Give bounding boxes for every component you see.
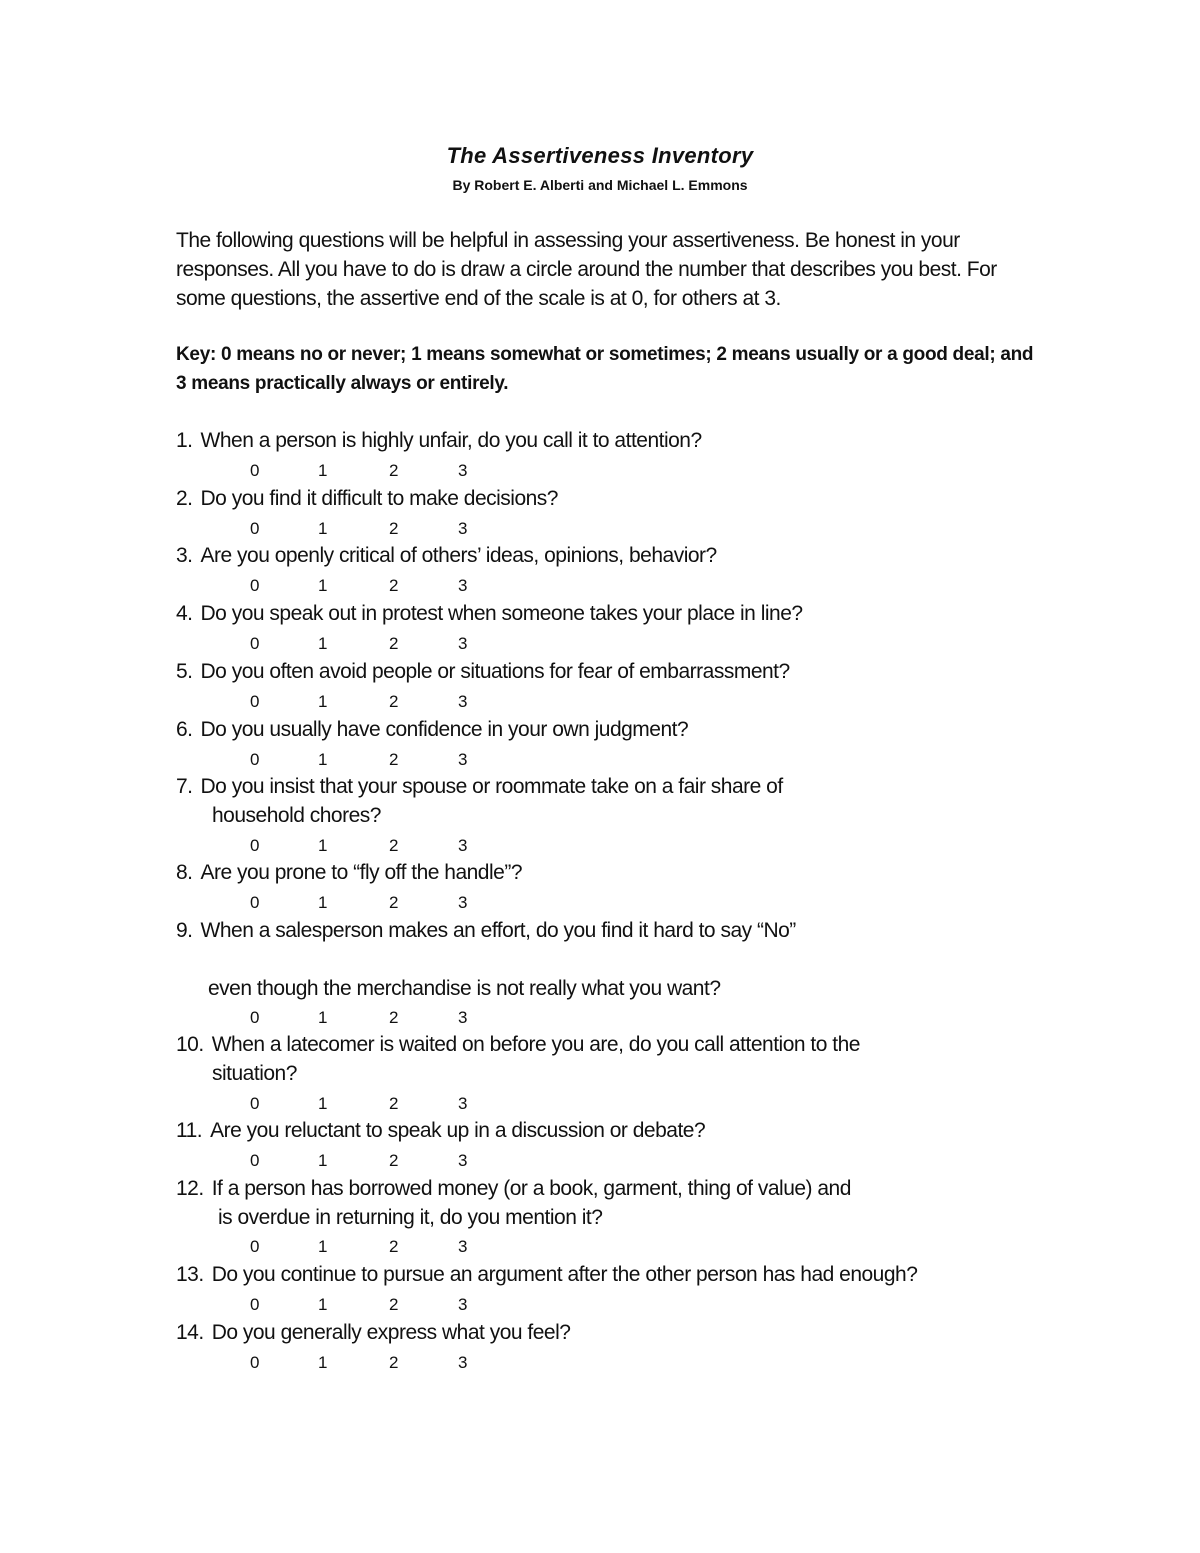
rating-option-2[interactable]: 2 [389,750,399,769]
question-item [176,1174,1056,1232]
question-item [176,426,1056,455]
rating-option-0[interactable]: 0 [250,692,260,711]
rating-option-0[interactable]: 0 [250,634,260,653]
question-text: Do you continue to pursue an argument after the other person has had enough? [211,1263,918,1286]
question-item [176,1030,1056,1088]
rating-option-2[interactable]: 2 [389,1353,399,1372]
rating-option-1[interactable]: 1 [318,634,328,653]
question-text: Do you find it difficult to make decisions? [200,487,558,510]
question-text: Are you openly critical of others’ ideas, opinions, behavior? [200,544,717,567]
question-text: When a person is highly unfair, do you call it to attention? [200,429,702,452]
rating-scale [0,461,1200,485]
rating-option-2[interactable]: 2 [389,836,399,855]
question-item [176,772,1056,830]
question-item [176,599,1056,628]
rating-option-0[interactable]: 0 [250,1008,260,1027]
rating-option-0[interactable]: 0 [250,461,260,480]
rating-option-2[interactable]: 2 [389,576,399,595]
rating-scale [0,836,1200,860]
rating-option-3[interactable]: 3 [458,1008,468,1027]
question-text: Do you often avoid people or situations for fear of embarrassment? [200,660,790,683]
question-text-continued: even though the merchandise is not really what you want? [208,977,721,1000]
question-number: 11. [176,1119,203,1142]
question-number: 8. [176,861,193,884]
question-text: Are you reluctant to speak up in a discussion or debate? [210,1119,706,1142]
rating-option-2[interactable]: 2 [389,692,399,711]
rating-option-2[interactable]: 2 [389,1295,399,1314]
rating-option-0[interactable]: 0 [250,1237,260,1256]
question-number: 9. [176,919,193,942]
question-number: 13. [176,1263,204,1286]
rating-scale [0,519,1200,543]
rating-scale [0,634,1200,658]
rating-scale [0,750,1200,774]
question-text: Are you prone to “fly off the handle”? [200,861,523,884]
rating-option-2[interactable]: 2 [389,1094,399,1113]
question-number: 12. [176,1177,204,1200]
rating-option-1[interactable]: 1 [318,1295,328,1314]
rating-option-1[interactable]: 1 [318,461,328,480]
rating-option-0[interactable]: 0 [250,750,260,769]
rating-option-0[interactable]: 0 [250,1094,260,1113]
question-number: 7. [176,775,193,798]
rating-option-1[interactable]: 1 [318,1353,328,1372]
question-item [176,916,1056,1003]
question-text: Do you speak out in protest when someone takes your place in line? [200,602,803,625]
rating-option-1[interactable]: 1 [318,692,328,711]
rating-scale [0,1008,1200,1032]
question-number: 10. [176,1033,204,1056]
rating-option-1[interactable]: 1 [318,893,328,912]
rating-option-3[interactable]: 3 [458,576,468,595]
question-number: 6. [176,718,193,741]
rating-option-2[interactable]: 2 [389,1237,399,1256]
question-text: Do you generally express what you feel? [211,1321,571,1344]
rating-option-2[interactable]: 2 [389,893,399,912]
document-title: The Assertiveness Inventory [446,143,754,168]
rating-option-1[interactable]: 1 [318,1151,328,1170]
rating-option-0[interactable]: 0 [250,1353,260,1372]
rating-scale [0,893,1200,917]
rating-option-3[interactable]: 3 [458,1237,468,1256]
document-authors: By Robert E. Alberti and Michael L. Emmons [452,177,748,193]
rating-scale [0,576,1200,600]
instructions-paragraph: The following questions will be helpful in assessing your assertiveness. Be honest in your responses. All you have to do is draw a circle around the number that describes you best. For some questions, the assertive end of the scale is at 0, for others at 3. [176,229,997,310]
rating-option-3[interactable]: 3 [458,893,468,912]
rating-option-1[interactable]: 1 [318,519,328,538]
rating-scale [0,1151,1200,1175]
rating-option-3[interactable]: 3 [458,1094,468,1113]
question-item [176,1260,1056,1289]
rating-scale [0,692,1200,716]
rating-option-3[interactable]: 3 [458,634,468,653]
rating-option-1[interactable]: 1 [318,1094,328,1113]
rating-option-3[interactable]: 3 [458,836,468,855]
rating-option-2[interactable]: 2 [389,1008,399,1027]
rating-option-3[interactable]: 3 [458,1353,468,1372]
question-text-continued: is overdue in returning it, do you mention it? [218,1206,603,1229]
rating-option-0[interactable]: 0 [250,519,260,538]
question-item [176,715,1056,744]
rating-option-1[interactable]: 1 [318,1237,328,1256]
question-item [176,541,1056,570]
rating-option-0[interactable]: 0 [250,576,260,595]
question-text-continued: household chores? [212,804,381,827]
rating-option-3[interactable]: 3 [458,692,468,711]
question-item [176,484,1056,513]
rating-option-0[interactable]: 0 [250,1295,260,1314]
rating-option-0[interactable]: 0 [250,1151,260,1170]
rating-option-0[interactable]: 0 [250,893,260,912]
question-number: 5. [176,660,193,683]
question-number: 1. [176,429,193,452]
rating-option-3[interactable]: 3 [458,1295,468,1314]
question-text: Do you insist that your spouse or roommate take on a fair share of [200,775,783,798]
rating-option-3[interactable]: 3 [458,1151,468,1170]
question-text-continued: situation? [212,1062,297,1085]
rating-scale [0,1094,1200,1118]
question-item [176,1318,1056,1347]
rating-scale [0,1353,1200,1377]
question-text: When a salesperson makes an effort, do you find it hard to say “No” [200,919,796,942]
rating-option-2[interactable]: 2 [389,1151,399,1170]
rating-option-0[interactable]: 0 [250,836,260,855]
question-number: 3. [176,544,193,567]
rating-option-1[interactable]: 1 [318,576,328,595]
question-item [176,657,1056,686]
question-item [176,1116,1056,1145]
rating-option-2[interactable]: 2 [389,519,399,538]
scale-key-paragraph: Key: 0 means no or never; 1 means somewhat or sometimes; 2 means usually or a good deal; and 3 means practically always or entirely. [176,344,1034,394]
rating-option-3[interactable]: 3 [458,750,468,769]
rating-option-1[interactable]: 1 [318,1008,328,1027]
question-text: Do you usually have confidence in your own judgment? [200,718,689,741]
question-item [176,858,1056,887]
rating-option-2[interactable]: 2 [389,461,399,480]
rating-option-1[interactable]: 1 [318,750,328,769]
rating-scale [0,1237,1200,1261]
rating-option-2[interactable]: 2 [389,634,399,653]
question-number: 2. [176,487,193,510]
question-number: 14. [176,1321,204,1344]
rating-scale [0,1295,1200,1319]
question-number: 4. [176,602,193,625]
rating-option-1[interactable]: 1 [318,836,328,855]
rating-option-3[interactable]: 3 [458,461,468,480]
question-text: When a latecomer is waited on before you are, do you call attention to the [211,1033,860,1056]
question-text: If a person has borrowed money (or a book, garment, thing of value) and [211,1177,851,1200]
rating-option-3[interactable]: 3 [458,519,468,538]
